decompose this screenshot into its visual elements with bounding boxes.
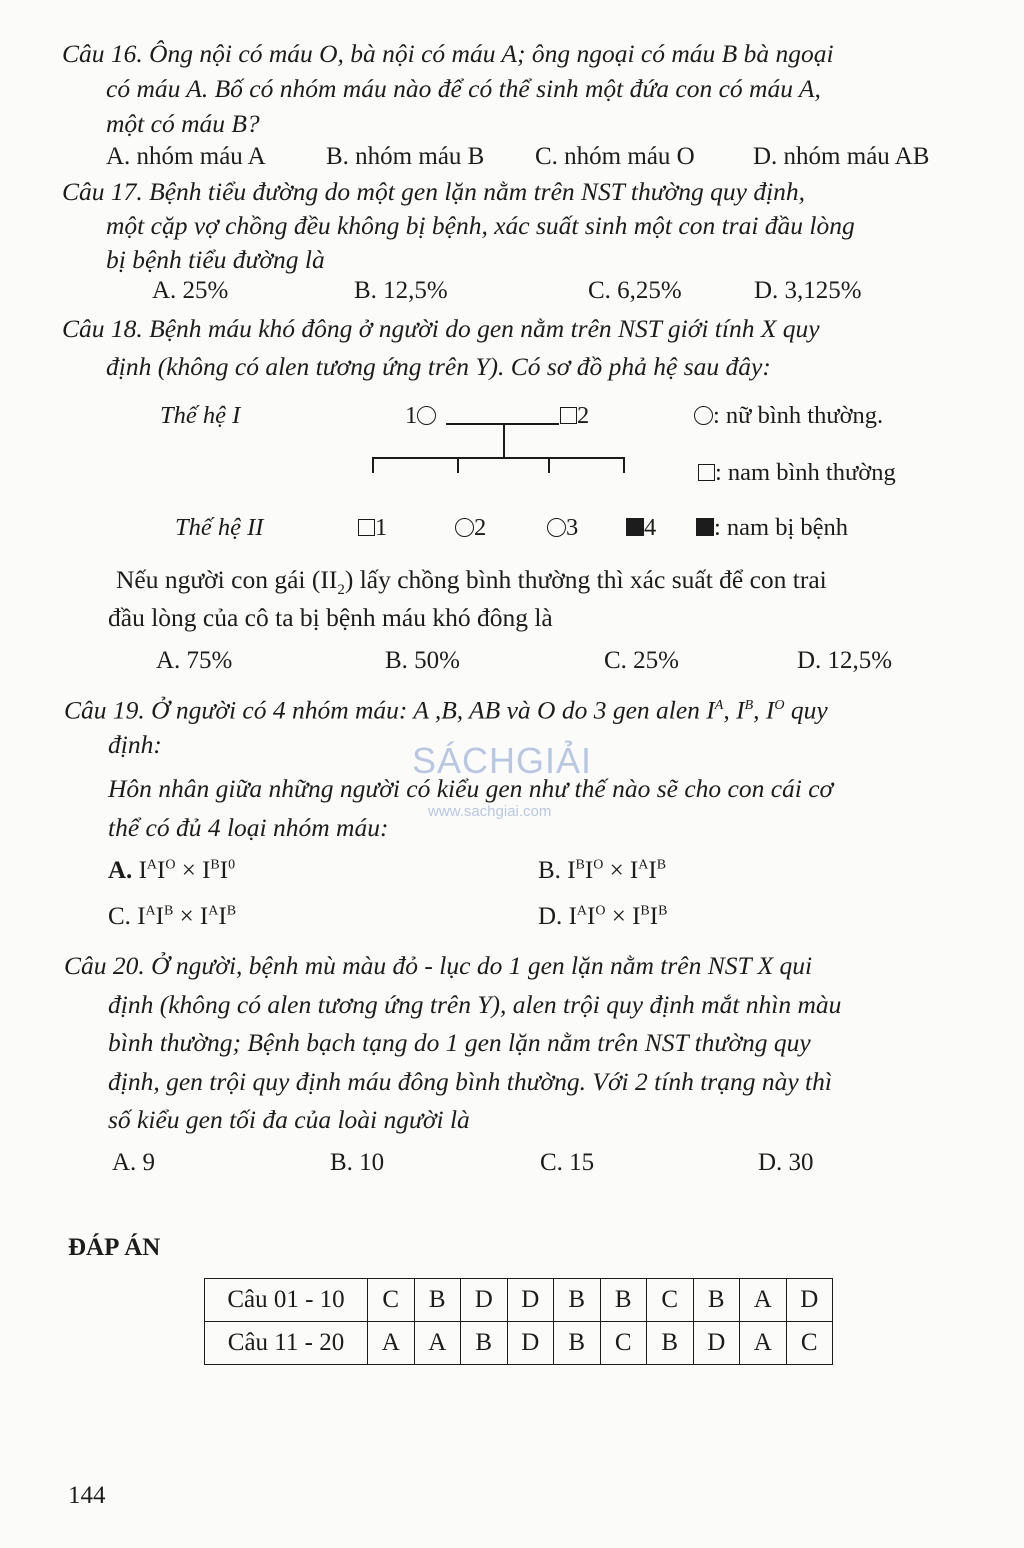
q19-option-c-s4: B [226,903,237,919]
q19-option-d-s3: B [640,903,650,919]
answer-cell: D [507,1322,554,1365]
answer-cell: A [740,1322,787,1365]
q20-line3: bình thường; Bệnh bạch tạng do 1 gen lặn nằm trên NST thường quy [108,1028,811,1057]
male-normal-icon [358,519,375,536]
q19-option-a-s3: B [210,857,220,873]
q18-line3-subscript: 2 [337,582,345,599]
answer-row-2 [205,1322,833,1365]
q19-option-c: C. $I^AI^B \times I^AI^B$ [108,903,237,930]
legend-male-affected [696,514,848,542]
legend-male-normal-text: : nam bình thường [715,459,896,486]
answer-cell: C [600,1322,647,1365]
q18-option-d: D. 12,5% [797,647,893,674]
answer-cell: D [786,1279,833,1322]
q18-option-a: A. 75% [156,647,233,674]
q19-option-c-s3: A [208,903,219,919]
child-line-2 [457,457,459,473]
q19-line2: định: [108,730,162,759]
q19-line3: Hôn nhân giữa những người có kiểu gen như thế nào sẽ cho con cái cơ [108,774,834,803]
q19-option-a-s2: O [165,857,176,873]
q19-option-d-label: D. [538,903,563,930]
q19-option-b: B. $I^BI^O \times I^AI^B$ [538,857,667,884]
q16-option-b: B. nhóm máu B [326,143,485,170]
male-affected-icon [696,518,714,536]
child-line-4 [623,457,625,473]
gen2-individual-4 [626,514,656,542]
q19-option-c-s1: A [145,903,156,919]
q17-option-b: B. 12,5% [354,277,448,304]
q16-option-c: C. nhóm máu O [535,143,695,170]
answer-cell: B [693,1279,740,1322]
q19-option-d-s2: O [595,903,606,919]
answer-cell: B [461,1322,508,1365]
watermark-logo: SÁCHGIẢI [412,740,593,781]
q18-line4: đầu lòng của cô ta bị bệnh máu khó đông là [108,603,553,632]
answer-cell: D [461,1279,508,1322]
q20-option-d: D. 30 [758,1149,814,1176]
child-line-1 [372,457,374,473]
female-normal-icon [694,406,713,425]
child-line-3 [548,457,550,473]
q18-line3-end: ) lấy chồng bình thường thì xác suất để con trai [344,565,827,594]
answer-cell: D [693,1322,740,1365]
answer-row-2-label: Câu 11 - 20 [205,1322,368,1365]
page-number: 144 [68,1482,106,1509]
answer-cell: B [554,1322,601,1365]
answer-row-1 [205,1279,833,1322]
gen1-individual-2 [560,402,589,430]
female-normal-icon [455,518,474,537]
legend-female-normal [694,402,883,430]
legend-male-normal [698,459,896,487]
q17-option-a: A. 25% [152,277,229,304]
q17-line2: một cặp vợ chồng đều không bị bệnh, xác suất sinh một con trai đầu lòng [106,211,855,240]
answer-row-1-label: Câu 01 - 10 [205,1279,368,1322]
legend-male-affected-text: : nam bị bệnh [714,514,849,541]
answers-heading: ĐÁP ÁN [68,1234,161,1261]
q18-option-c: C. 25% [604,647,679,674]
answer-cell: A [368,1322,415,1365]
q19-option-b-s2: O [593,857,604,873]
q19-option-b-s3: A [638,857,649,873]
answer-cell: C [368,1279,415,1322]
gen2-individual-2-number: 2 [474,514,487,541]
q20-line5: số kiểu gen tối đa của loài người là [108,1105,470,1134]
q19-option-b-s4: B [656,857,667,873]
answer-cell: B [554,1279,601,1322]
q19-option-b-label: B. [538,857,561,884]
q19-option-c-s2: B [163,903,174,919]
q19-option-a-s4: 0 [228,857,236,873]
q19-line1-end: quy [790,695,828,725]
q19-option-a-label: A. [108,857,133,884]
q16-option-a: A. nhóm máu A [106,143,266,170]
q17-option-d: D. 3,125% [754,277,862,304]
sibship-line [372,457,624,459]
gen1-individual-1-number: 1 [405,402,418,429]
male-normal-icon [560,407,577,424]
q20-option-a: A. 9 [112,1149,156,1176]
answer-cell: B [414,1279,461,1322]
q16-option-d: D. nhóm máu AB [753,143,930,170]
answer-cell: A [740,1279,787,1322]
answer-cell: B [600,1279,647,1322]
gen2-individual-1 [358,514,387,542]
q18-line2: định (không có alen tương ứng trên Y). Có sơ đồ phả hệ sau đây: [106,352,771,381]
answer-cell: A [414,1322,461,1365]
q16-line2: có máu A. Bố có nhóm máu nào để có thể sinh một đứa con có máu A, [106,74,821,103]
gen2-individual-2 [455,514,486,542]
q19-allele-o: O [774,698,785,713]
answer-table [204,1278,833,1365]
q18-option-b: B. 50% [385,647,460,674]
q19-line1-start: Câu 19. Ở người có 4 nhóm máu: A ,B, AB và O do 3 gen alen I [64,695,715,725]
legend-female-normal-text: : nữ bình thường. [713,402,884,429]
q19-line4: thể có đủ 4 loại nhóm máu: [108,813,389,842]
q20-option-c: C. 15 [540,1149,595,1176]
gen2-individual-3-number: 3 [566,514,579,541]
q19-allele-a: A [714,698,724,713]
female-normal-icon [417,406,436,425]
q18-line3-start: Nếu người con gái (II [116,565,338,594]
q20-line2: định (không có alen tương ứng trên Y), alen trội quy định mắt nhìn màu [108,990,842,1019]
q16-line1: Câu 16. Ông nội có máu O, bà nội có máu A; ông ngoại có máu B bà ngoại [62,39,834,68]
answer-cell: B [647,1322,694,1365]
generation-1-label: Thế hệ I [160,402,241,429]
q19-option-d-s4: B [658,903,668,919]
answer-cell: C [647,1279,694,1322]
generation-2-label: Thế hệ II [175,514,264,541]
watermark-url: www.sachgiai.com [428,803,552,820]
descent-line [503,423,505,457]
gen2-individual-4-number: 4 [644,514,657,541]
male-normal-icon [698,464,715,481]
gen2-individual-3 [547,514,578,542]
female-normal-icon [547,518,566,537]
q18-line1: Câu 18. Bệnh máu khó đông ở người do gen nằm trên NST giới tính X quy [62,314,820,343]
q19-option-b-s1: B [575,857,585,873]
q20-line1: Câu 20. Ở người, bệnh mù màu đỏ - lục do 1 gen lặn nằm trên NST X qui [64,951,813,980]
q17-line1: Câu 17. Bệnh tiểu đường do một gen lặn nằm trên NST thường quy định, [62,177,806,206]
q19-option-c-label: C. [108,903,131,930]
q19-allele-b: B [744,698,754,713]
q20-line4: định, gen trội quy định máu đông bình thường. Với 2 tính trạng này thì [108,1067,832,1096]
q19-option-d-s1: A [576,903,588,919]
answer-cell: C [786,1322,833,1365]
gen2-individual-1-number: 1 [375,514,388,541]
q17-line3: bị bệnh tiểu đường là [106,245,325,274]
q17-option-c: C. 6,25% [588,277,682,304]
gen1-individual-1 [405,402,436,430]
male-affected-icon [626,518,644,536]
q19-line1: Câu 19. Ở người có 4 nhóm máu: A ,B, AB và O do 3 gen alen $I^A$, $I^B$, $I^O$ quy [64,695,828,725]
q19-option-a-s1: A [146,857,158,873]
q16-line3: một có máu B? [106,109,260,138]
q19-option-d: D. $I^AI^O \times I^BI^B$ [538,903,668,930]
q19-option-a: A. $I^AI^O \times I^BI^0$ [108,857,236,884]
q20-option-b: B. 10 [330,1149,385,1176]
answer-cell: D [507,1279,554,1322]
gen1-individual-2-number: 2 [577,402,590,429]
